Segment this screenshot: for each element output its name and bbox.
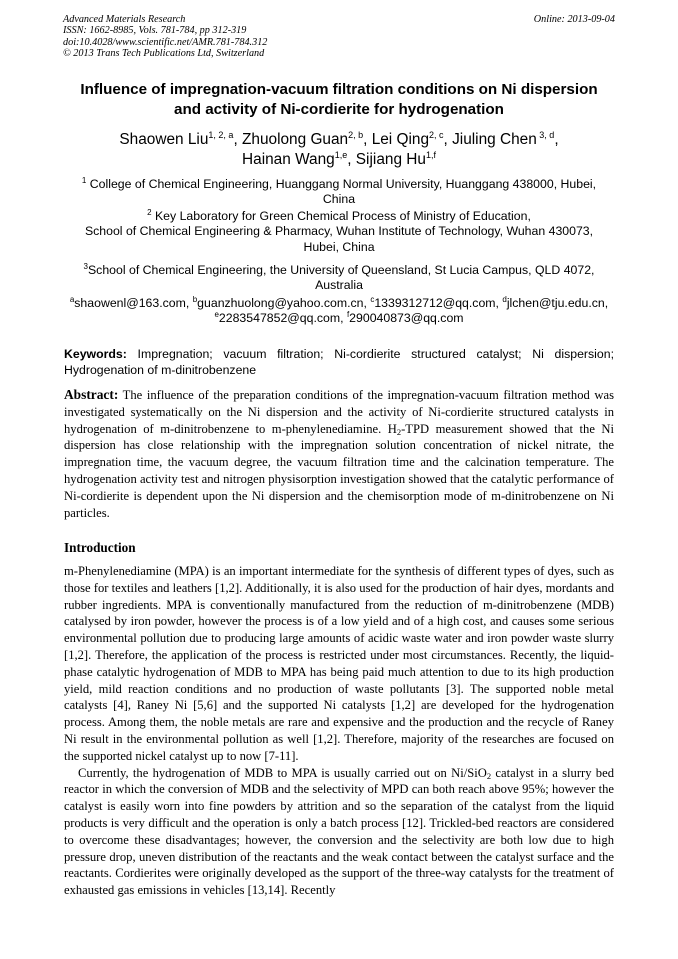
author-separator: , — [363, 131, 372, 148]
paragraph-2-text-2: catalyst in a slurry bed reactor in which the conversion of MDB and the selectivity of MPD can both reach above 95%; however the catalyst is easily worn into fine powders by attrition and so the separation of the catalyst from the liquid products is very difficult and the operation is only a batch process [12]. Trickled-bed reactors are considered to overcome these disadvantages; however, the conversion and the selectivity are both low due to high pressure drop, uneven distribution of the reactants and the weak contact between the catalyst surface and the reactants. Cordierites were originally developed as the support of the three-way catalysts for the treatment of exhausted gas emissions in vehicles [13,14]. Recently — [64, 765, 614, 898]
doi-line: doi:10.4028/www.scientific.net/AMR.781-784.312 — [63, 36, 268, 48]
author-name: Sijiang Hu — [355, 151, 426, 168]
abstract-label: Abstract: — [64, 387, 119, 402]
author-separator: , — [233, 131, 242, 148]
email-address: 1339312712@qq.com, — [374, 296, 503, 310]
affiliation-2 — [55, 209, 623, 255]
paragraph-2 — [64, 765, 614, 899]
affiliation-1 — [55, 177, 623, 208]
title-line-2: and activity of Ni-cordierite for hydrogenation — [174, 101, 504, 118]
email-address: jlchen@tju.edu.cn, — [506, 296, 609, 310]
author-affiliation-marker: 1, 2, a — [208, 130, 234, 140]
email-address: guanzhuolong@yahoo.com.cn, — [197, 296, 371, 310]
issn-line: ISSN: 1662-8985, Vols. 781-784, pp 312-319 — [63, 25, 247, 37]
author-affiliation-marker: 1,f — [425, 150, 436, 160]
paper-title — [50, 80, 628, 120]
introduction-heading: Introduction — [64, 540, 136, 555]
email-marker: f — [346, 310, 350, 320]
author-name: Lei Qing — [371, 131, 430, 148]
author-separator: , — [554, 131, 559, 148]
affiliation-2-line-2: School of Chemical Engineering & Pharmacy, Wuhan Institute of Technology, Wuhan 430073, — [84, 224, 594, 239]
affiliation-marker: 1 — [81, 176, 87, 185]
author-line-1 — [50, 130, 628, 150]
journal-header — [63, 14, 615, 60]
author-separator: , — [443, 131, 453, 148]
affiliation-text: College of Chemical Engineering, Huanggang Normal University, Huanggang 438000, Hubei, — [86, 177, 597, 191]
keywords-label: Keywords: — [64, 347, 127, 361]
keywords-section — [64, 346, 614, 378]
email-address: shaowenl@163.com, — [74, 296, 193, 310]
author-name: Jiuling Chen — [452, 131, 537, 148]
affiliation-1-line-2: China — [322, 192, 356, 207]
affiliation-2-line-1 — [55, 209, 623, 224]
journal-name: Advanced Materials Research — [63, 14, 186, 25]
abstract-subscript: 2 — [396, 426, 402, 437]
affiliation-2-line-3: Hubei, China — [303, 239, 375, 254]
email-address: 2283547852@qq.com, — [218, 311, 347, 326]
affiliation-3 — [55, 263, 623, 294]
email-marker: b — [192, 295, 198, 304]
author-affiliation-marker: 3, d — [536, 130, 555, 140]
author-name: Zhuolong Guan — [242, 131, 349, 148]
affiliation-marker: 3 — [83, 262, 88, 271]
affiliation-text: School of Chemical Engineering, the University of Queensland, St Lucia Campus, QLD 4072, — [87, 263, 595, 277]
paragraph-1: m-Phenylenediamine (MPA) is an important intermediate for the synthesis of different types of dyes, such as those for textiles and leathers [1,2]. Additionally, it is also used for the production of hair dyes, mordants and rubber ingredients. MPA is conventionally manufactured from the reduction of m-dinitrobenzene (MDB) catalysed by iron powder, however the process is of a low yield and of a high cost, and causes some serious environmental pollution due to producing large amounts of acidic waste water and iron powder waste slurry [1,2]. Therefore, the application of the process is restricted under most circumstances. Recently, the liquid-phase catalytic hydrogenation of MDB to MPA has being paid much attention to due to its high production yield, mild reaction conditions and no production of waste pollutants [3]. The supported noble metal catalysts [4], Raney Ni [5,6] and the supported Ni catalysts [1,2] are developed for the hydrogenation process. Among them, the noble metals are rare and expensive and the production and the recycle of Raney Ni result in the environmental pollution as well [1,2]. Therefore, majority of the researches are focused on the supported nickel catalyst up to now [7-11]. — [64, 564, 614, 763]
affiliation-3-line-2: Australia — [315, 278, 363, 293]
author-affiliation-marker: 2, b — [348, 130, 364, 140]
abstract-text-2: -TPD measurement showed that the Ni dispersion has close relationship with the impregnation solution concentration of nickel nitrate, the impregnation time, the vacuum degree, the vacuum filtration time and the calcination temperature. The hydrogenation activity test and nitrogen physisorption investigation showed that the catalytic performance of Ni-cordierite is dependent upon the Ni dispersion and the chemisorption mode of m-dinitrobenzene on Ni particles. — [64, 421, 614, 520]
affiliation-1-line-1 — [55, 177, 623, 192]
email-marker: a — [69, 295, 75, 304]
introduction-body — [64, 563, 614, 899]
online-date: Online: 2013-09-04 — [533, 14, 615, 25]
affiliation-3-line-1 — [55, 263, 623, 278]
email-line-1 — [55, 296, 623, 311]
abstract-section — [64, 387, 614, 521]
email-marker: e — [214, 310, 219, 320]
email-address: 290040873@qq.com — [349, 311, 464, 326]
email-marker: c — [370, 295, 375, 304]
paragraph-2-subscript: 2 — [486, 770, 492, 781]
author-name: Hainan Wang — [242, 151, 335, 168]
email-line-2 — [55, 311, 623, 326]
email-marker: d — [502, 295, 507, 304]
copyright-line: © 2013 Trans Tech Publications Ltd, Switzerland — [63, 48, 265, 60]
affiliation-marker: 2 — [147, 208, 152, 217]
author-separator: , — [347, 151, 356, 168]
author-affiliation-marker: 1,e — [334, 150, 348, 160]
abstract-text-1: The influence of the preparation conditions of the impregnation-vacuum filtration method was investigated systematically on the Ni dispersion and the activity of Ni-cordierite structured catalysts in hydrogenation of m-dinitrobenzene to m-phenylenediamine. H — [64, 388, 614, 436]
paragraph-2-text-1: Currently, the hydrogenation of MDB to MPA is usually carried out on Ni/SiO — [78, 765, 487, 780]
affiliation-text: Key Laboratory for Green Chemical Process of Ministry of Education, — [151, 209, 531, 223]
title-line-1: Influence of impregnation-vacuum filtration conditions on Ni dispersion — [80, 81, 598, 98]
email-list — [55, 296, 623, 327]
author-affiliation-marker: 2, c — [429, 130, 444, 140]
author-list — [50, 130, 628, 170]
author-line-2 — [50, 150, 628, 170]
keywords-text: Impregnation; vacuum filtration; Ni-cordierite structured catalyst; Ni dispersion; Hydrogenation of m-dinitrobenzene — [64, 347, 614, 377]
author-name: Shaowen Liu — [119, 131, 209, 148]
